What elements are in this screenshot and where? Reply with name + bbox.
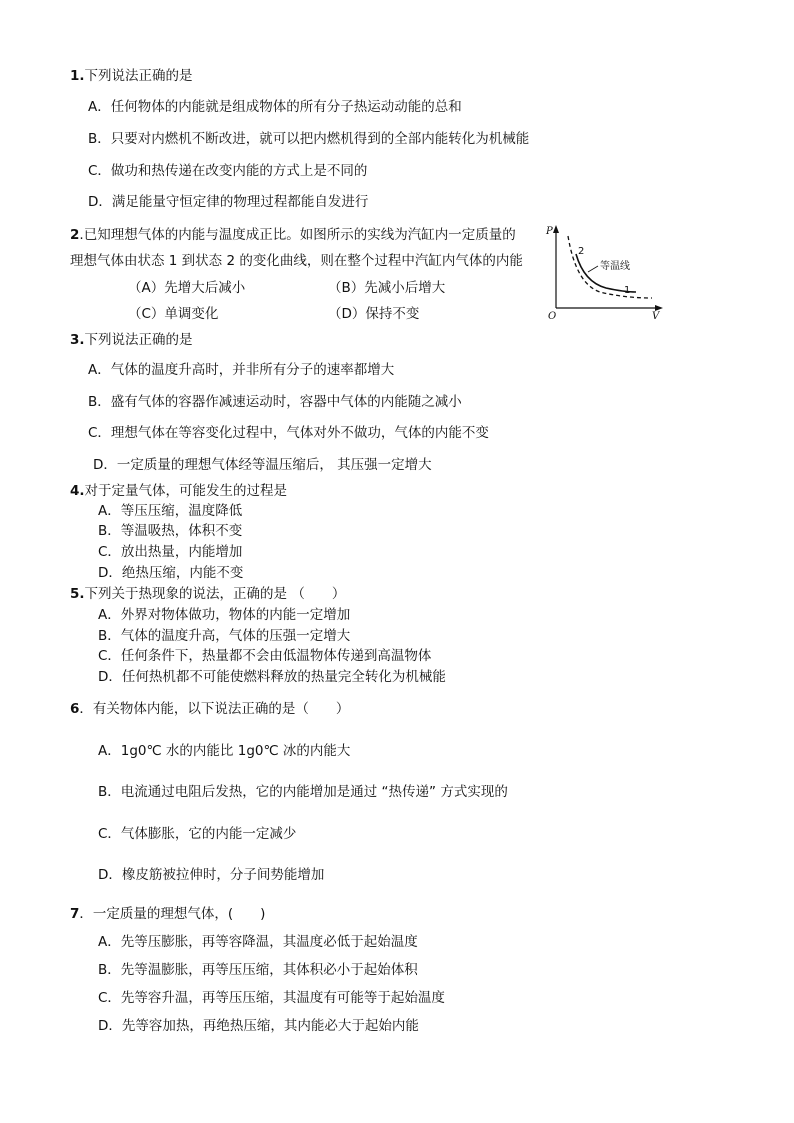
q1-option-c: C．做功和热传递在改变内能的方式上是不同的 [88,163,368,179]
q5-option-a: A．外界对物体做功，物体的内能一定增加 [98,607,351,623]
q2-option-b: （B）先减小后增大 [328,280,446,296]
question-1-stem [70,67,193,85]
question-text: ．有关物体内能，以下说法正确的是（ ） [79,701,350,717]
question-text: ．一定质量的理想气体，( ) [79,906,266,922]
isotherm-label: 等温线 [600,261,630,272]
q6-option-c: C．气体膨胀，它的内能一定减少 [98,826,297,842]
q3-option-b: B．盛有气体的容器作减速运动时，容器中气体的内能随之减小 [88,394,462,410]
label-pointer [588,266,598,272]
q6-option-d: D．橡皮筋被拉伸时，分子间势能增加 [98,867,325,883]
q3-option-d: D．一定质量的理想气体经等温压缩后， 其压强一定增大 [93,457,432,473]
p-axis-label: P [546,226,553,237]
q4-option-a: A．等压压缩，温度降低 [98,503,243,519]
q7-option-d: D．先等容加热，再绝热压缩，其内能必大于起始内能 [98,1018,419,1034]
state-2-label: 2 [578,246,585,257]
question-number: 4. [70,483,85,499]
q1-option-a: A．任何物体的内能就是组成物体的所有分子热运动动能的总和 [88,99,462,115]
pv-diagram-svg [540,222,670,322]
question-text: .已知理想气体的内能与温度成正比。如图所示的实线为汽缸内一定质量的 [79,227,516,243]
question-number: 5. [70,586,85,602]
q6-option-b: B．电流通过电阻后发热，它的内能增加是通过 “热传递” 方式实现的 [98,784,508,800]
q2-option-c: （C）单调变化 [128,306,219,322]
q2-option-a: （A）先增大后减小 [128,280,246,296]
q7-option-b: B．先等温膨胀，再等压压缩，其体积必小于起始体积 [98,962,418,978]
q7-option-a: A．先等压膨胀，再等容降温，其温度必低于起始温度 [98,934,418,950]
q2-option-d: （D）保持不变 [328,306,420,322]
question-6-stem [70,700,349,718]
question-5-stem [70,585,345,603]
pv-diagram [540,222,670,322]
q4-option-c: C．放出热量，内能增加 [98,544,243,560]
q4-option-b: B．等温吸热，体积不变 [98,523,243,539]
question-text: 下列关于热现象的说法，正确的是 （ ） [84,586,346,602]
origin-label: O [548,311,557,322]
question-3-stem [70,331,193,349]
q4-option-d: D．绝热压缩，内能不变 [98,565,244,581]
q7-option-c: C．先等容升温，再等压压缩，其温度有可能等于起始温度 [98,990,445,1006]
q3-option-c: C．理想气体在等容变化过程中，气体对外不做功，气体的内能不变 [88,425,489,441]
q5-option-b: B．气体的温度升高，气体的压强一定增大 [98,628,351,644]
q5-option-c: C．任何条件下，热量都不会由低温物体传递到高温物体 [98,648,432,664]
question-number: 6 [70,701,80,717]
p-axis-arrow [553,225,559,233]
question-text: 对于定量气体，可能发生的过程是 [84,483,288,499]
question-2-stem-line1 [70,226,516,244]
question-4-stem [70,482,287,500]
q1-option-d: D．满足能量守恒定律的物理过程都能自发进行 [88,194,369,210]
question-number: 3. [70,332,85,348]
q1-option-b: B．只要对内燃机不断改进，就可以把内燃机得到的全部内能转化为机械能 [88,131,530,147]
question-number: 1. [70,68,85,84]
v-axis-label: V [652,311,660,322]
question-number: 7 [70,906,80,922]
state-1-label: 1 [624,285,631,296]
question-2-stem-line2: 理想气体由状态 1 到状态 2 的变化曲线，则在整个过程中汽缸内气体的内能 [70,253,523,269]
question-text: 下列说法正确的是 [84,332,193,348]
q3-option-a: A．气体的温度升高时，并非所有分子的速率都增大 [88,362,395,378]
q5-option-d: D．任何热机都不可能使燃料释放的热量完全转化为机械能 [98,669,446,685]
question-7-stem [70,905,265,923]
question-text: 下列说法正确的是 [84,68,193,84]
question-number: 2 [70,227,80,243]
q6-option-a: A．1g0℃ 水的内能比 1g0℃ 冰的内能大 [98,743,351,759]
